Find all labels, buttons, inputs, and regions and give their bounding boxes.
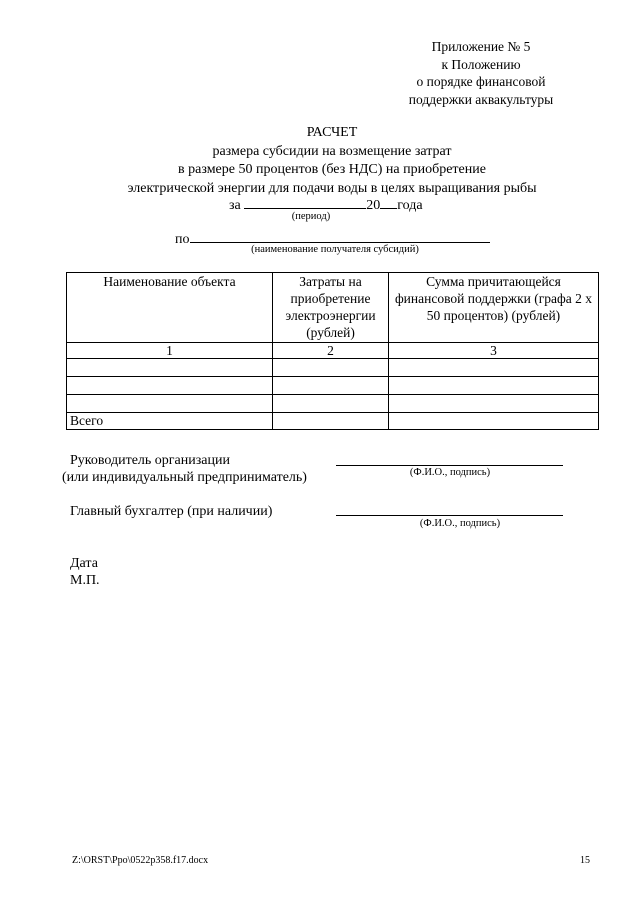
table-cell [273, 359, 389, 377]
table-cell [389, 377, 599, 395]
document-title [0, 124, 640, 198]
appendix-line-2: к Положению [441, 56, 521, 72]
recipient-prefix: по [175, 232, 190, 247]
appendix-line-1: Приложение № 5 [431, 39, 531, 54]
period-year: 20 [366, 198, 381, 213]
total-label: Всего [67, 413, 273, 430]
header-costs: Затраты на приобретение электроэнергии (рублей) [273, 273, 389, 343]
table-cell [67, 395, 273, 413]
head-signature-caption: (Ф.И.О., подпись) [409, 467, 491, 478]
total-support-cell [389, 413, 599, 430]
recipient-caption: (наименование получателя субсидий) [251, 244, 419, 255]
table-cell [389, 395, 599, 413]
year-blank [380, 195, 397, 209]
header-support-amount: Сумма причитающейся финансовой поддержки (графа 2 х 50 процентов) (рублей) [389, 273, 599, 343]
table-cell [67, 359, 273, 377]
column-number-1: 1 [67, 343, 273, 359]
period-prefix: за [229, 198, 241, 213]
period-caption: (период) [291, 211, 331, 222]
appendix-line-4: поддержки аквакультуры [408, 91, 554, 107]
table-cell [273, 395, 389, 413]
table-total-row [67, 413, 599, 430]
appendix-header [381, 38, 581, 108]
table-number-row [67, 343, 599, 359]
page-number: 15 [580, 855, 590, 866]
table-row [67, 395, 599, 413]
head-signature-label-2: (или индивидуальный предприниматель) [62, 470, 307, 485]
title-heading: РАСЧЕТ [306, 125, 358, 140]
column-number-3: 3 [389, 343, 599, 359]
table-header-row [67, 273, 599, 343]
table-row [67, 359, 599, 377]
total-costs-cell [273, 413, 389, 430]
table-cell [389, 359, 599, 377]
recipient-blank [190, 229, 490, 243]
period-blank [244, 195, 366, 209]
accountant-signature-label: Главный бухгалтер (при наличии) [70, 504, 273, 519]
appendix-line-3: о порядке финансовой [416, 74, 546, 89]
title-line-1: размера субсидии на возмещение затрат [212, 143, 452, 159]
file-path: Z:\ORST\Ppo\0522p358.f17.docx [72, 855, 209, 866]
column-number-2: 2 [273, 343, 389, 359]
period-suffix: года [397, 198, 423, 213]
calculation-table [66, 272, 599, 430]
table-cell [67, 377, 273, 395]
head-signature-label-1: Руководитель организации [70, 453, 230, 468]
table-cell [273, 377, 389, 395]
stamp-label: М.П. [70, 573, 100, 588]
accountant-signature-caption: (Ф.И.О., подпись) [419, 518, 501, 529]
header-object-name: Наименование объекта [67, 273, 273, 343]
title-line-3: электрической энергии для подачи воды в целях выращивания рыбы [127, 180, 537, 196]
accountant-signature-line [336, 515, 563, 516]
title-line-2: в размере 50 процентов (без НДС) на приобретение [178, 162, 486, 177]
table-row [67, 377, 599, 395]
date-label: Дата [70, 556, 98, 571]
head-signature-line [336, 465, 563, 466]
